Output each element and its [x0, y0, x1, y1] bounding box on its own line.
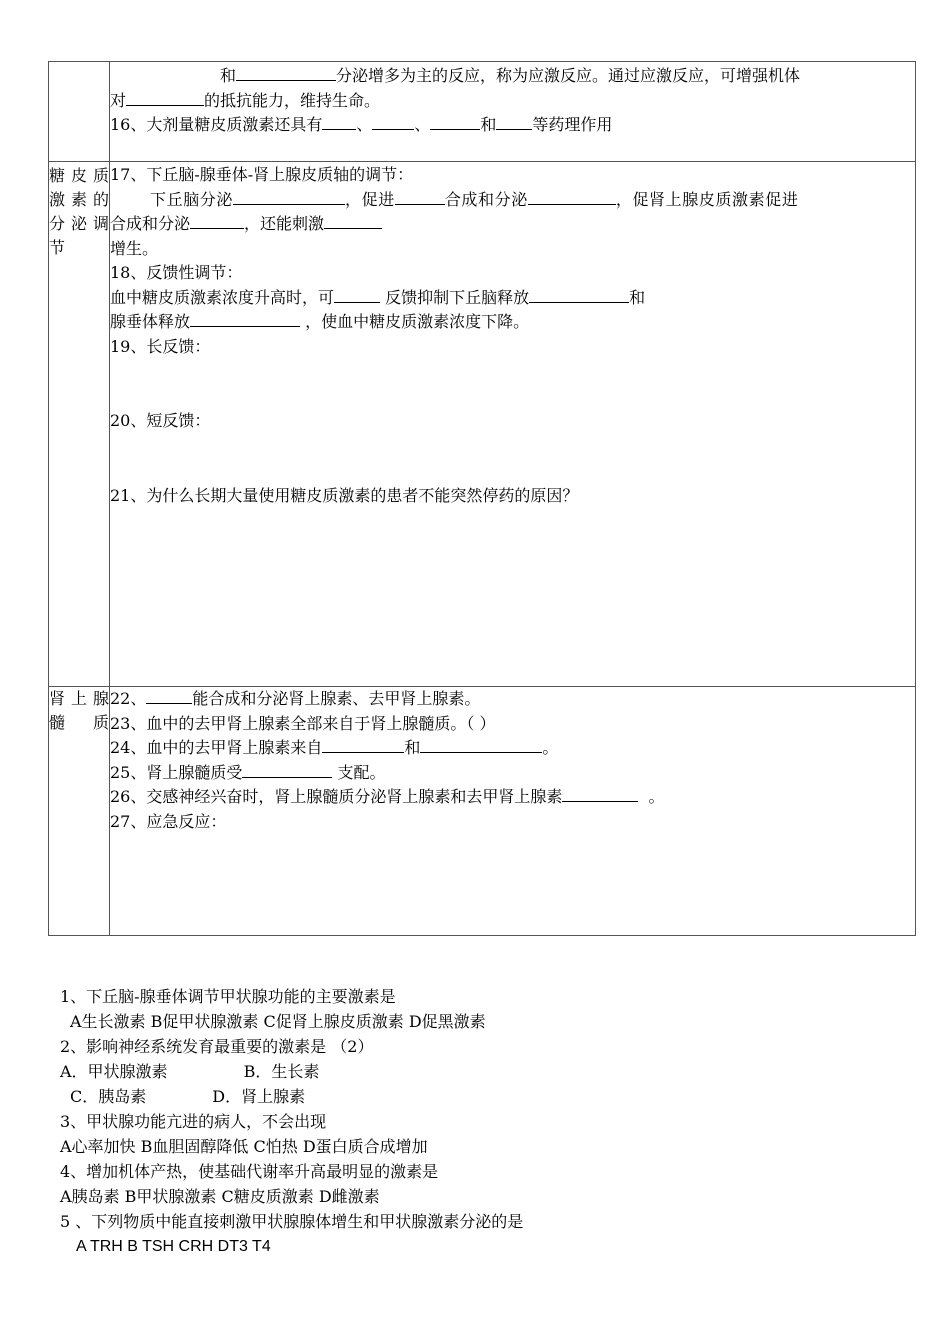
fill-blank[interactable]	[233, 189, 345, 205]
mc-options-3: A心率加快 B血胆固醇降低 C怕热 D蛋白质合成增加	[60, 1137, 428, 1156]
text: 。	[542, 738, 559, 757]
text: 和	[480, 115, 497, 134]
text: 的抵抗能力，维持生命。	[204, 90, 381, 110]
mc-options-5: A TRH B TSH CRH DT3 T4	[76, 1238, 271, 1255]
fill-blank[interactable]	[126, 90, 204, 106]
option-text: D．肾上腺素	[212, 1087, 306, 1106]
row-content	[110, 687, 916, 936]
text: 、	[414, 115, 431, 134]
fill-blank[interactable]	[190, 311, 300, 327]
question-22: 22、	[110, 689, 147, 708]
text: ，促肾上腺皮质激素促进	[615, 189, 799, 209]
fill-blank[interactable]	[562, 786, 638, 802]
category-cell-empty	[49, 62, 110, 162]
text: 等药理作用	[532, 115, 613, 134]
row-content	[110, 62, 916, 162]
text: 合成和分泌	[444, 189, 528, 209]
option-text: C．胰岛素	[70, 1087, 147, 1106]
fill-blank[interactable]	[190, 213, 244, 229]
mc-question-2: 2、影响神经系统发育最重要的激素是 （2）	[60, 1037, 374, 1056]
question-27: 27、应急反应：	[110, 811, 227, 831]
fill-blank[interactable]	[334, 287, 380, 303]
fill-blank[interactable]	[430, 114, 480, 130]
option-text: B．生长素	[243, 1062, 320, 1081]
category-label: 糖皮质激素的分泌调节	[49, 166, 109, 257]
fill-blank[interactable]	[322, 737, 404, 753]
category-label: 肾上腺髓质	[49, 689, 109, 732]
table-row	[49, 687, 916, 936]
fill-blank[interactable]	[528, 189, 616, 205]
mc-question-4: 4、增加机体产热，使基础代谢率升高最明显的激素是	[60, 1162, 439, 1181]
fill-blank[interactable]	[420, 737, 542, 753]
fill-blank[interactable]	[496, 114, 532, 130]
question-20: 20、短反馈：	[110, 411, 211, 430]
mc-question-5: 5 、下列物质中能直接刺激甲状腺腺体增生和甲状腺激素分泌的是	[60, 1212, 524, 1231]
text: 反馈抑制下丘脑释放	[385, 287, 530, 307]
question-21: 21、为什么长期大量使用糖皮质激素的患者不能突然停药的原因？	[110, 485, 579, 505]
fill-blank[interactable]	[324, 213, 382, 229]
fill-blank[interactable]	[322, 114, 356, 130]
question-17: 17、下丘脑-腺垂体-肾上腺皮质轴的调节：	[110, 165, 414, 184]
mc-options-4: A胰岛素 B甲状腺激素 C糖皮质激素 D雌激素	[60, 1187, 380, 1206]
mc-question-1: 1、下丘脑-腺垂体调节甲状腺功能的主要激素是	[60, 987, 396, 1006]
worksheet-table	[48, 61, 916, 936]
mc-options-1: A生长激素 B促甲状腺激素 C促肾上腺皮质激素 D促黑激素	[70, 1012, 486, 1031]
question-24: 24、血中的去甲肾上腺素来自	[110, 738, 323, 757]
question-26: 26、交感神经兴奋时，肾上腺髓质分泌肾上腺素和去甲肾上腺素	[110, 787, 563, 806]
text: 能合成和分泌肾上腺素、去甲肾上腺素。	[192, 689, 481, 708]
mc-options-2b	[70, 1084, 305, 1109]
text: 对	[110, 90, 127, 110]
text: 增生。	[110, 238, 159, 258]
fill-blank[interactable]	[395, 189, 445, 205]
fill-blank[interactable]	[529, 287, 629, 303]
row-content	[110, 162, 916, 687]
question-23: 23、血中的去甲肾上腺素全部来自于肾上腺髓质。（ ）	[110, 713, 496, 733]
text: ，促进	[345, 189, 395, 209]
table-row	[49, 62, 916, 162]
text: 和	[629, 287, 646, 307]
text: 血中糖皮质激素浓度升高时，可	[110, 287, 335, 307]
category-cell	[49, 687, 110, 936]
text: 腺垂体释放	[110, 312, 191, 331]
text: ，使血中糖皮质激素浓度下降。	[305, 312, 530, 331]
fill-blank[interactable]	[236, 65, 336, 81]
text: 和	[404, 738, 421, 757]
text: ，还能刺激	[244, 214, 325, 233]
question-18: 18、反馈性调节：	[110, 263, 243, 282]
text: 分泌增多为主的反应，称为应激反应。通过应激反应，可增强机体	[336, 66, 801, 85]
text: 合成和分泌	[110, 214, 191, 233]
mc-options-2a	[60, 1059, 319, 1084]
text: 、	[356, 115, 373, 134]
question-16: 16、大剂量糖皮质激素还具有	[110, 115, 323, 134]
question-25: 25、肾上腺髓质受	[110, 762, 243, 782]
text: 支配。	[337, 762, 386, 782]
text: 和	[220, 66, 237, 85]
mc-question-3: 3、甲状腺功能亢进的病人，不会出现	[60, 1112, 327, 1131]
option-text: A．甲状腺激素	[60, 1062, 168, 1081]
table-row	[49, 162, 916, 687]
text: 。	[648, 787, 665, 806]
category-cell	[49, 162, 110, 687]
fill-blank[interactable]	[146, 688, 192, 704]
question-19: 19、长反馈：	[110, 336, 211, 356]
fill-blank[interactable]	[242, 762, 332, 778]
text: 下丘脑分泌	[150, 189, 234, 209]
fill-blank[interactable]	[372, 114, 414, 130]
